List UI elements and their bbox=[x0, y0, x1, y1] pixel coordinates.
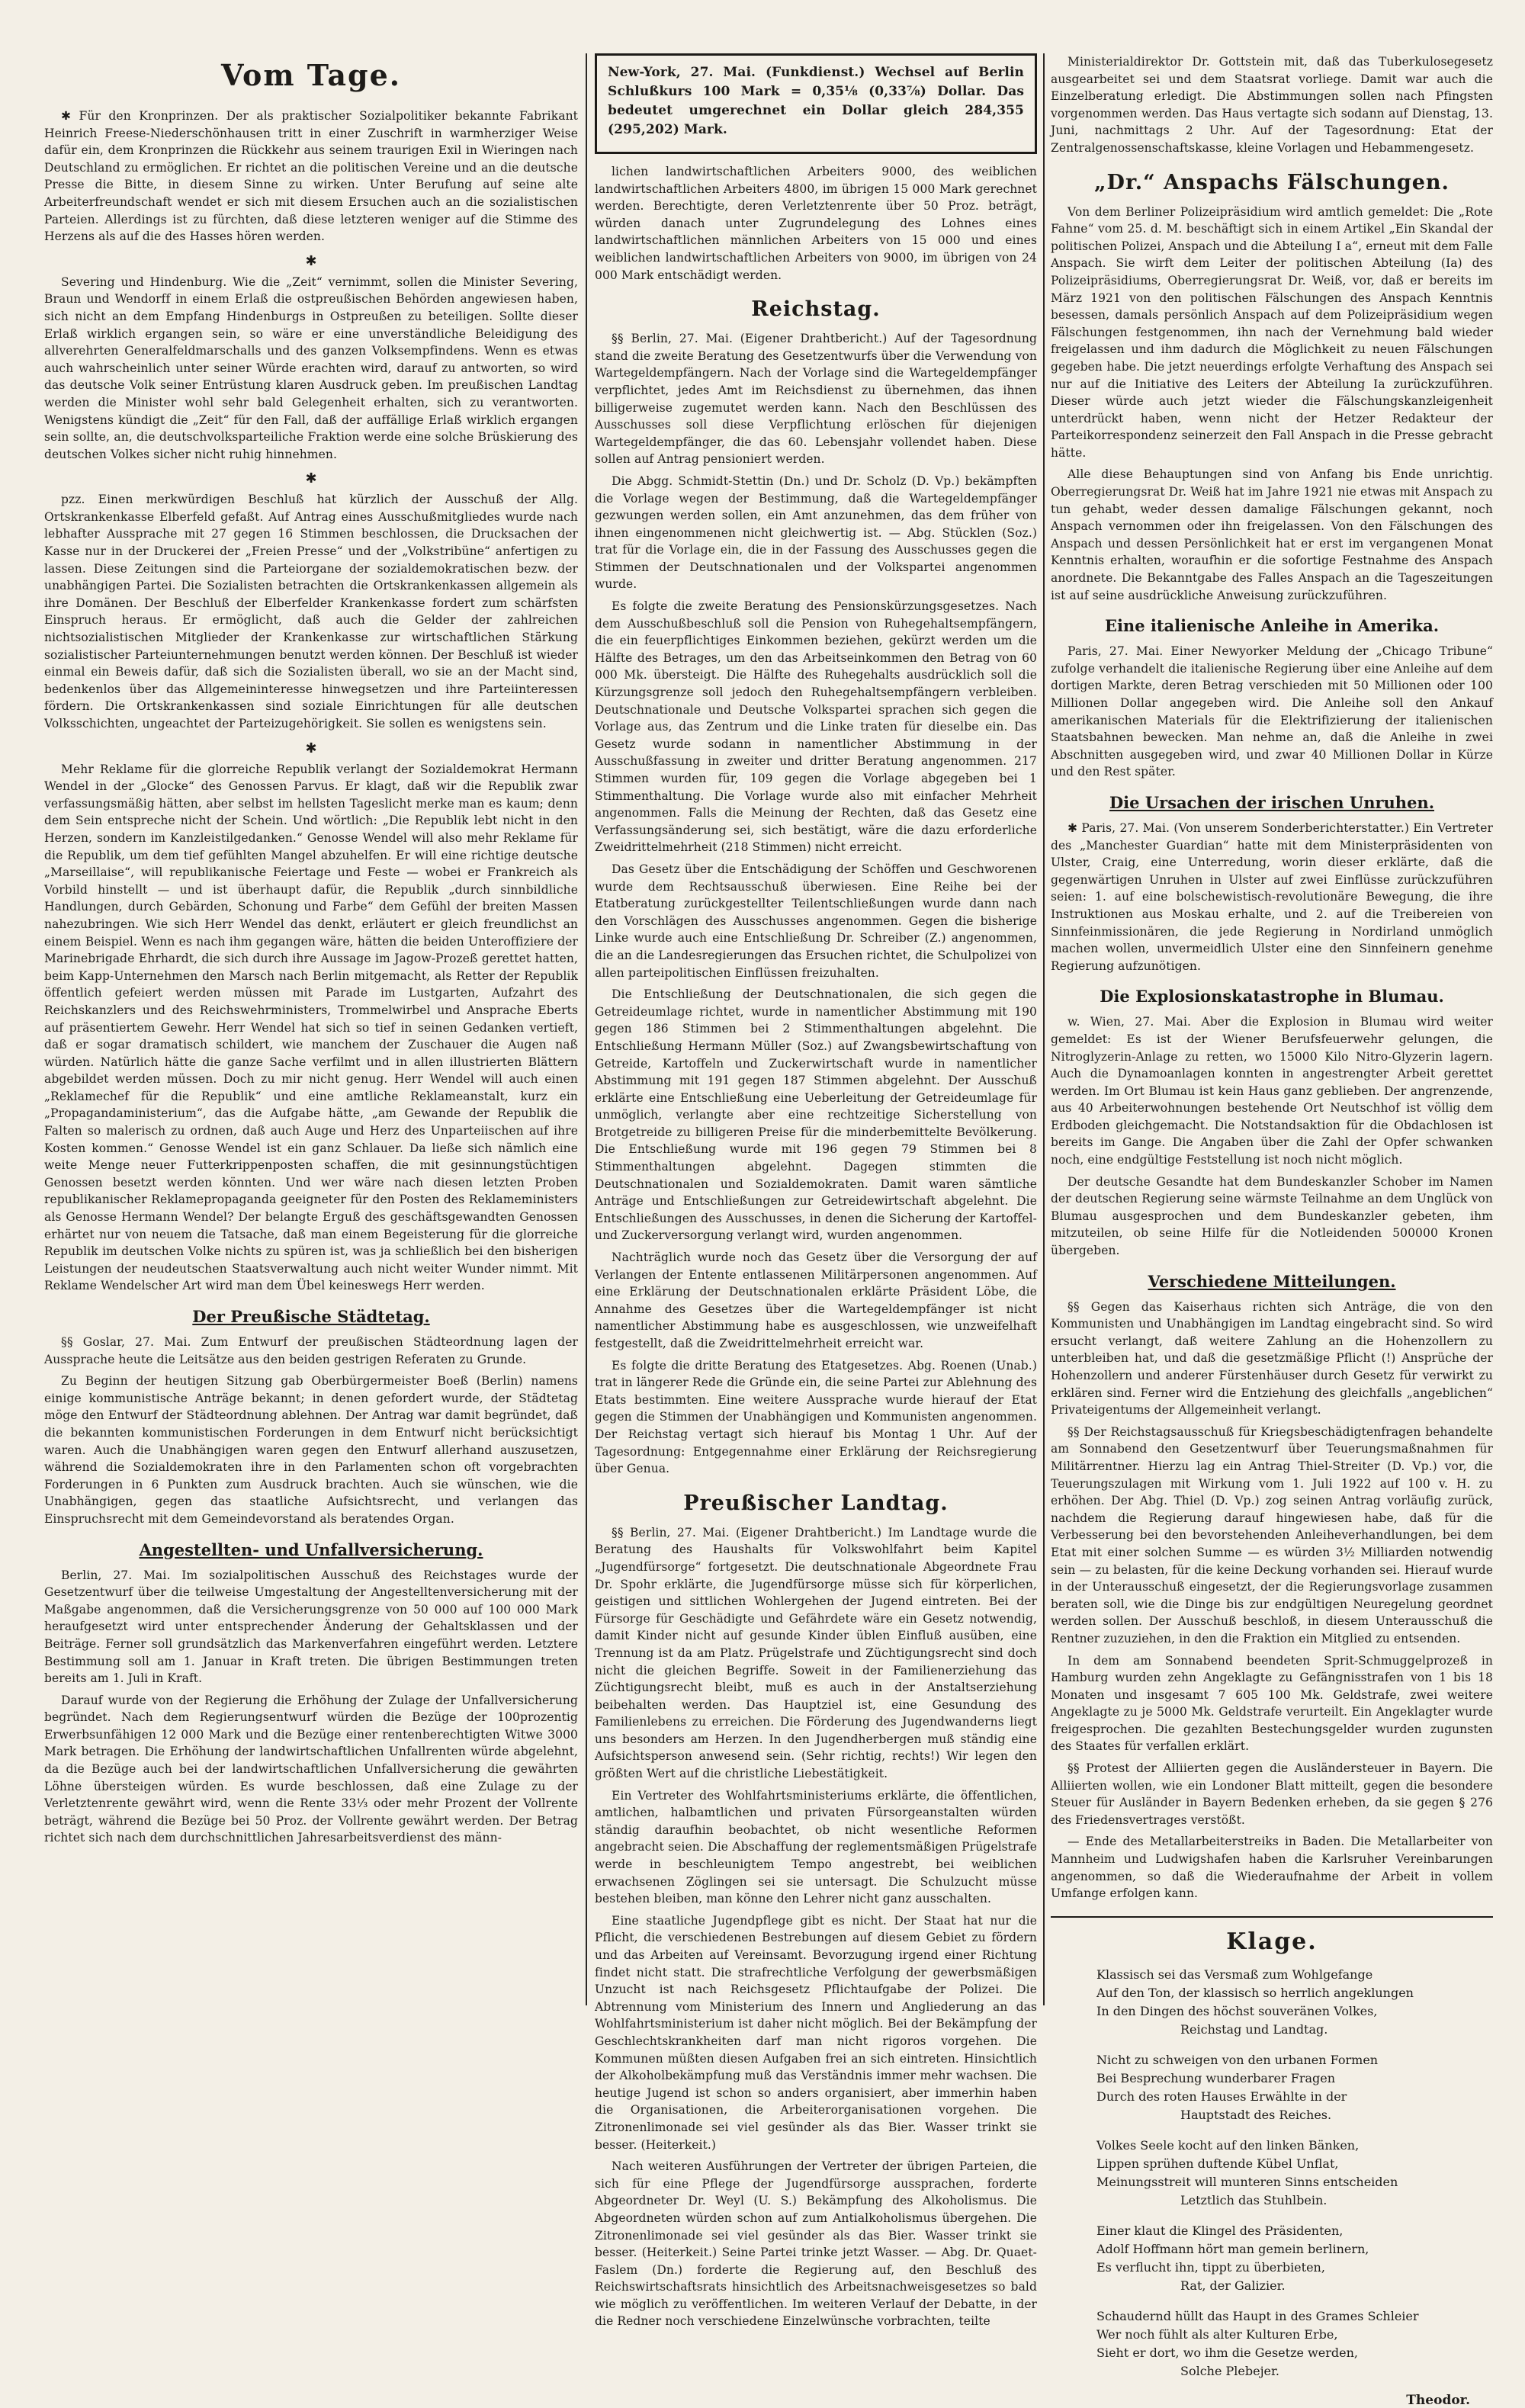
poem-line: Wer noch fühlt als alter Kulturen Erbe, bbox=[1096, 2326, 1338, 2342]
article-anspach-1: Von dem Berliner Polizeipräsidium wird amtlich gemeldet: Die „Rote Fahne“ vom 25. d. M. beschäftigt sich in einem Artikel „Ein Skandal der politischen Polizei, Anspach und die Abteilung I a“, erneut mit dem Falle Anspach. Sie wirft dem Leiter der politischen Abteilung (Ia) des Polizeipräsidiums, Oberregierungsrat Dr. Weiß, vor, daß er bereits im März 1921 von den politischen Fälschungen des Anspach Kenntnis besessen, damals persönlich Anspach auf dem Polizeipräsidium wegen Fälschungen festgenommen, ihn nach der Vernehmung bald wieder freigelassen und ihm dadurch die Möglichkeit zu neuen Fälschungen gegeben habe. Die jetzt neuerdings erfolgte Verhaftung des Anspach sei nur auf die Initiative des Leiters der Abteilung Ia zurückzuführen. Dieser würde auch jetzt wieder die Fälschungskanzleigenheit unterdrückt haben, wenn nicht der Hetzer Redakteur der Parteikorrespondenz seinerzeit den Fall Anspach in die Presse gebracht hätte. bbox=[1051, 204, 1493, 460]
poem-line: Meinungsstreit will munteren Sinns entscheiden bbox=[1096, 2174, 1398, 2189]
article-mitteilungen-4: §§ Protest der Alliierten gegen die Ausländersteuer in Bayern. Die Alliierten wollen, wie ein Londoner Blatt mitteilt, gegen die besondere Steuer für Ausländer in Bayern Bedenken erheben, da sie gegen § 276 des Friedensvertrages verstößt. bbox=[1051, 1761, 1493, 1827]
poem-stanza bbox=[1051, 1966, 1493, 2039]
poem-stanza bbox=[1051, 2307, 1493, 2381]
article-angestellten-1: Berlin, 27. Mai. Im sozialpolitischen Ausschuß des Reichstages wurde der Gesetzentwurf über die teilweise Umgestaltung der Angestelltenversicherung mit der Maßgabe angenommen, daß die Versicherungsgrenze von 50 000 auf 100 000 Mark heraufgesetzt wird unter entsprechender Änderung der Gehaltsklassen und der Beiträge. Ferner soll grundsätzlich das Markenverfahren eingeführt werden. Letztere Bestimmung soll am 1. Januar in Kraft treten. Die übrigen Bestimmungen treten bereits am 1. Juli in Kraft. bbox=[44, 1568, 578, 1686]
poem-line: Auf den Ton, der klassisch so herrlich angeklungen bbox=[1096, 1985, 1414, 2000]
asterisk-divider: ✱ bbox=[305, 252, 317, 269]
article-ortskrankenkasse: pzz. Einen merkwürdigen Beschluß hat kürzlich der Ausschuß der Allg. Ortskrankenkasse Elberfeld gefaßt. Auf Antrag eines Ausschußmitgliedes wurde nach lebhafter Aussprache mit 27 gegen 16 Stimmen beschlossen, die Drucksachen der Kasse nur in der Druckerei der „Freien Presse“ und der „Volkstribüne“ anfertigen zu lassen. Diese Zeitungen sind die Parteiorgane der sozialdemokratischen bezw. der unabhängigen Partei. Die Sozialisten betrachten die Ortskrankenkassen allgemein als ihre Domänen. Der Beschluß der Elberfelder Krankenkasse fordert zum schärfsten Einspruch heraus. Er ermöglicht, daß auch die Gelder der zahlreichen nichtsozialistischen Mitglieder der Krankenkasse zur wirtschaftlichen Stärkung sozialistischer Parteiunternehmungen benutzt werden können. Der Beschluß ist wieder einmal ein Beweis dafür, daß sich die Sozialisten überall, wo sie an der Macht sind, bedenkenlos über das Allgemeininteresse hinwegsetzen und ihre Parteiinteressen fördern. Die Ortskrankenkassen sind soziale Einrichtungen für alle deutschen Volksschichten, ungeachtet der Parteizugehörigkeit. Sie sollen es wenigstens sein. bbox=[44, 493, 578, 730]
poem-line: Nicht zu schweigen von den urbanen Formen bbox=[1096, 2052, 1379, 2067]
poem-separator bbox=[1051, 1916, 1493, 1918]
poem-line: Einer klaut die Klingel des Präsidenten, bbox=[1096, 2223, 1344, 2238]
poem-line: Lippen sprühen duftende Kübel Unflat, bbox=[1096, 2156, 1339, 2171]
poem-line: Durch des roten Hauses Erwählte in der bbox=[1096, 2089, 1347, 2104]
article-reichstag-7: Es folgte die dritte Beratung des Etatgesetzes. Abg. Roenen (Unab.) trat in längerer Rede die Gründe ein, die seine Partei zur Ablehnung des Etats bestimmten. Eine weitere Aussprache wurde hierauf der Etat gegen die Stimmen der Unabhängigen und Kommunisten angenommen. Der Reichstag vertagt sich hierauf bis Montag 1 Uhr. Auf der Tagesordnung: Entgegennahme einer Erklärung der Reichsregierung über Genua. bbox=[595, 1358, 1037, 1476]
article-anspach-2: Alle diese Behauptungen sind von Anfang bis Ende unrichtig. Oberregierungsrat Dr. Weiß hat im Jahre 1921 nie etwas mit Anspach zu tun gehabt, weder dessen damalige Fälschungen gekannt, noch Anspach vernommen oder ihn freigelassen. Von den Fälschungen des Anspach und dessen Persönlichkeit hat er erst im vergangenen Monat Kenntnis erhalten, woraufhin er die sofortige Festnahme des Anspach anordnete. Die Bekanntgabe des Falles Anspach an die Tageszeitungen ist auf seine ausdrückliche Anweisung zurückzuführen. bbox=[1051, 467, 1493, 602]
article-reichstag-5: Die Entschließung der Deutschnationalen, die sich gegen die Getreideumlage richtet, wurde in namentlicher Abstimmung mit 190 gegen 186 Stimmen bei 2 Stimmenthaltungen abgelehnt. Die Entschließung Hermann Müller (Soz.) auf Zwangsbewirtschaftung von Getreide, Kartoffeln und Zuckerwirtschaft wurde in namentlicher Abstimmung mit 191 gegen 187 Stimmen abgelehnt. Der Ausschuß erklärte eine Entschließung eine Ueberleitung der Getreideumlage für unmöglich, verlangte aber eine rechtzeitige Sicherstellung von Brotgetreide zu billigeren Preise für die minderbemittelte Bevölkerung. Die Entschließung wurde mit 196 gegen 79 Stimmen bei 8 Stimmenthaltungen abgelehnt. Dagegen stimmten die Deutschnationalen und Sozialdemokraten. Damit waren sämtliche Anträge und Entschließungen zur Getreidewirtschaft abgelehnt. Die Entschließungen des Ausschusses, in denen die Sicherung der Kartoffel- und Zuckerversorgung verlangt wird, wurden angenommen. bbox=[595, 987, 1037, 1243]
article-staedtetag-2: Zu Beginn der heutigen Sitzung gab Oberbürgermeister Boeß (Berlin) namens einige kommunistische Anträge bekannt; in denen gefordert wurde, der Städtetag möge den Entwurf der Städteordnung ablehnen. Der Antrag war damit begründet, daß die bekannten kommunistischen Forderungen in dem Entwurf nicht berücksichtigt waren. Auch die Unabhängigen waren gegen den Entwurf allerhand auszusetzen, während die Sozialdemokraten ihre in den Parlamenten schon oft vorgebrachten Forderungen in 6 Punkten zum Ausdruck brachten. Auch sie wünschen, wie die Unabhängigen, gegen das staatliche Aufsichtsrecht, und verlangen das Einspruchsrecht mit dem Gemeindevorstand als beratendes Organ. bbox=[44, 1374, 578, 1526]
poem-line: In den Dingen des höchst souveränen Volkes, bbox=[1096, 2003, 1378, 2018]
poem-stanza bbox=[1051, 2137, 1493, 2210]
article-landtag-3: Eine staatliche Jugendpflege gibt es nicht. Der Staat hat nur die Pflicht, die verschiedenen Bestrebungen auf diesem Gebiet zu fördern und das Arbeiten auf Vereinsamt. Bevorzugung irgend einer Richtung findet nicht statt. Die strafrechtliche Verfolgung der gewerbsmäßigen Unzucht ist nach Reichsgesetz Pflichtaufgabe der Polizei. Die Abtrennung vom Ministerium des Innern und Angliederung an das Wohlfahrtsministerium ist daher nicht möglich. Bei der Bekämpfung der Geschlechtskrankheiten darf man nicht rigoros vorgehen. Die Kommunen müßten diesen Aufgaben frei an sich eintreten. Hinsichtlich der Alkoholbekämpfung muß das Verständnis immer mehr wachsen. Die heutige Jugend ist schon so anders organisiert, aber immerhin haben die Organisationen, die Arbeiterorganisationen vorgehen. Die Zitronenlimonade sei viel gesünder als das Bier. Wasser trinkt sie besser. (Heiterkeit.) bbox=[595, 1913, 1037, 2152]
article-mitteilungen-5: — Ende des Metallarbeiterstreiks in Baden. Die Metallarbeiter von Mannheim und Ludwigshafen haben die Karlsruher Vereinbarungen angenommen, so daß die Wiederaufnahme der Arbeit in vollem Umfange erfolgen kann. bbox=[1051, 1835, 1493, 1901]
asterisk-divider: ✱ bbox=[305, 740, 317, 756]
headline-blumau: Die Explosionskatastrophe in Blumau. bbox=[1100, 987, 1444, 1007]
poem-line: Rat, der Galizier. bbox=[1180, 2278, 1286, 2293]
poem-line: Es verflucht ihn, tippt zu überbieten, bbox=[1096, 2259, 1325, 2275]
poem-line: Bei Besprechung wunderbarer Fragen bbox=[1096, 2070, 1336, 2085]
poem-line: Sieht er dort, wo ihm die Gesetze werden, bbox=[1096, 2345, 1358, 2360]
poem-line: Klassisch sei das Versmaß zum Wohlgefange bbox=[1096, 1967, 1373, 1982]
article-blumau-2: Der deutsche Gesandte hat dem Bundeskanzler Schober im Namen der deutschen Regierung seine wärmste Teilnahme an dem Unglück von Blumau ausgesprochen und dem Bundeskanzler gebeten, ihm mitzuteilen, ob seine Hilfe für die Notleidenden 500000 Kronen übergeben. bbox=[1051, 1174, 1493, 1258]
poem-signature: Theodor. bbox=[1406, 2392, 1470, 2408]
exchange-rate-text: New-York, 27. Mai. (Funkdienst.) Wechsel auf Berlin Schlußkurs 100 Mark = 0,35⅛ (0,33⅞) Dollar. Das bedeutet umgerechnet ein Dollar gleich 284,355 (295,202) Mark. bbox=[608, 65, 1024, 137]
column-rule-left bbox=[586, 53, 587, 2005]
article-reichstag-1: §§ Berlin, 27. Mai. (Eigener Drahtbericht.) Auf der Tagesordnung stand die zweite Beratung des Gesetzentwurfs über die Verwendung von Wartegeldempfängern. Nach der Vorlage sind die Wartegeldempfänger verpflichtet, jedes Amt im Reichsdienst zu übernehmen, das ihnen billigerweise zugemutet werden kann. Nach den Beschlüssen des Ausschusses soll diese Verpflichtung erlöschen für diejenigen Wartegeldempfänger, die das 60. Lebensjahr vollendet haben. Diese sollen auf Antrag pensioniert werden. bbox=[595, 332, 1037, 467]
poem-stanza bbox=[1051, 2222, 1493, 2295]
article-blumau-1: w. Wien, 27. Mai. Aber die Explosion in Blumau wird weiter gemeldet: Es ist der Wiener Berufsfeuerwehr gelungen, die Nitroglyzerin-Anlage zu retten, wo 15000 Kilo Nitro-Glyzerin lagern. Auch die Dynamoanlagen konnten in angestrengter Arbeit gerettet werden. Im Ort Blumau ist kein Haus ganz geblieben. Der angrenzende, aus 40 Arbeiterwohnungen bestehende Ort Neutschhof ist völlig dem Erdboden gleichgemacht. Die Notstandsaktion für die Obdachlosen ist bereits im Gange. Die Angaben über die Zahl der Opfer schwanken noch, eine endgültige Feststellung ist noch nicht möglich. bbox=[1051, 1015, 1493, 1167]
poem-klage bbox=[1051, 1928, 1493, 2408]
headline-angestelltenversicherung: Angestellten- und Unfallversicherung. bbox=[139, 1540, 483, 1559]
article-mitteilungen-1: §§ Gegen das Kaiserhaus richten sich Anträge, die von den Kommunisten und Unabhängigen im Landtag eingebracht sind. So wird ersucht verlangt, daß weitere Zahlung an die Hohenzollern zu unterbleiben hat, und daß die gesetzmäßige Pflicht (!) Ansprüche der Hohenzollern und anderer Fürstenhäuser durch Gesetz für verwirkt zu erklären sind. Ferner wird die Entziehung des gleichfalls „angeblichen“ Privateigentums der Allgemeinheit verlangt. bbox=[1051, 1299, 1493, 1418]
headline-anspach: „Dr.“ Anspachs Fälschungen. bbox=[1094, 170, 1450, 194]
article-reichstag-4: Das Gesetz über die Entschädigung der Schöffen und Geschworenen wurde dem Rechtsausschuß überwiesen. Eine Reihe bei der Etatberatung zurückgestellter Teilentschließungen wurde dann nach den Vorschlägen des Ausschusses angenommen. Gegen die bisherige Linke wurde auch eine Entschließung Dr. Schreiber (Z.) angenommen, die an die Landesregierungen das Ersuchen richtet, die Schulpolizei von allen parteipolitischen Einflüssen freizuhalten. bbox=[595, 862, 1037, 980]
headline-anleihe: Eine italienische Anleihe in Amerika. bbox=[1104, 616, 1440, 636]
poem-line: Reichstag und Landtag. bbox=[1180, 2021, 1328, 2037]
poem-line: Volkes Seele kocht auf den linken Bänken, bbox=[1096, 2137, 1360, 2153]
article-anleihe: Paris, 27. Mai. Einer Newyorker Meldung der „Chicago Tribune“ zufolge verhandelt die italienische Regierung über eine Anleihe auf dem dortigen Markte, deren Betrag verschieden mit 50 Millionen oder 100 Millionen Dollar angegeben wird. Die Anleihe soll den Ankauf amerikanischen Materials für die Elektrifizierung der italienischen Staatsbahnen bewecken. Man nehme an, daß die Anleihe in zwei Abschnitten ausgegeben wird, und zwar 40 Millionen Dollar in Kürze und den Rest später. bbox=[1051, 644, 1493, 779]
article-reklame-republik: Mehr Reklame für die glorreiche Republik verlangt der Sozialdemokrat Hermann Wendel in der „Glocke“ des Genossen Parvus. Er klagt, daß wir die Republik zwar verfassungsmäßig hätten, aber selbst im hellsten Tageslicht merke man es kaum; denn dem Sein entspreche nicht der Schein. Und wörtlich: „Die Republik lebt nicht in den Herzen, sondern im Kanzleistilgedanken.“ Genosse Wendel will also mehr Reklame für die Republik, um dem tief gefühlten Mangel abzuhelfen. Er will eine richtige deutsche „Marseillaise“, will republikanische Feiertage und Feste — wobei er Frankreich als Vorbild hinstellt — und ist überhaupt dafür, die Republik „durch sinnbildliche Handlungen, durch Gebärden, Schonung und Farbe“ dem Gefühl der breiten Massen nahezubringen. Wie sich Herr Wendel das denkt, erläutert er gleich freundlichst an einem Beispiel. Wenn es nach ihm gegangen wäre, hätten die beiden Unteroffiziere der Marinebrigade Ehrhardt, die sich durch ihre Aussage im Jagow-Prozeß gerettet hatten, beim Kapp-Unternehmen den Marsch nach Berlin mitgemacht, als Retter der Republik öffentlich gefeiert werden müssen mit Parade im Lustgarten, Aufzahrt des Reichskanzlers und des Reichswehrministers, Trommelwirbel und Ansprache Eberts auf präsentiertem Gewehr. Herr Wendel hat sich so tief in seinen Gedanken vertieft, daß er sogar dramatisch schildert, wie manchem der Zuschauer die Augen naß würden. Natürlich hätte die ganze Sache verfilmt und in allen illustrierten Blättern abgebildet werden müssen. Doch zu mir nicht genug. Herr Wendel will auch einen „Reklamechef für die Republik“ und eine amtliche Reklameanstalt, kurz ein „Propagandaministerium“, das die Aufgabe hätte, „am Gewande der Republik die Falten so malerisch zu ordnen, daß auch Auge und Herz des Unparteiischen auf ihre Kosten kommen.“ Genosse Wendel ist ein ganz Schlauer. Da ließe sich nämlich eine weite Menge neuer Futterkrippenposten schaffen, die mit gesinnungstüchtigen Genossen besetzt werden könnten. Und wer wäre nach diesen letzten Proben republikanischer Reklamepropaganda geeigneter für den Posten des Reklameministers als Genosse Hermann Wendel? Der belangte Erguß des geschäftsgewandten Genossen erhärtet nur von neuem die Tatsache, daß man einem Begeisterung für die glorreiche Republik im deutschen Volke nichts zu spüren ist, was ja schließlich bei den bisherigen Leistungen der neudeutschen Staatsverwaltung auch nicht weiter Wunder nimmt. Mit Reklame Wendelscher Art wird man dem Übel keineswegs Herr werden. bbox=[44, 762, 578, 1293]
headline-reichstag: Reichstag. bbox=[751, 297, 881, 322]
article-landtag-2: Ein Vertreter des Wohlfahrtsministeriums erklärte, die öffentlichen, amtlichen, halbamtlichen und privaten Fürsorgeanstalten würden ständig daraufhin beobachtet, ob nicht wesentliche Reformen angebracht seien. Die Abschaffung der reglementsmäßigen Prügelstrafe werde in beschleunigtem Tempo angestrebt, bei weiblichen erwachsenen Zöglingen sei sie untersagt. Die Schulzucht müsse bestehen bleiben, man könne den Lehrer nicht ganz ausschalten. bbox=[595, 1788, 1037, 1906]
column-3 bbox=[1051, 53, 1493, 2408]
article-landtag-4: Nach weiteren Ausführungen der Vertreter der übrigen Parteien, die sich für eine Pflege der Jugendfürsorge aussprachen, forderte Abgeordneter Dr. Weyl (U. S.) Bekämpfung des Alkoholismus. Die Abgeordneten würden schon auf zum Antialkoholismus übergehen. Die Zitronenlimonade sei viel gesünder als das Bier. Wasser trinkt sie besser. (Heiterkeit.) Seine Partei trinke jetzt Wasser. — Abg. Dr. Quaet-Faslem (Dn.) forderte die Regierung auf, den Beschluß des Reichswirtschaftsrats hinsichtlich des Arbeitsnachweisgesetzes so bald wie möglich zu veröffentlichen. Im weiteren Verlauf der Debatte, in der die Redner noch verschiedene Einzelwünsche vorbrachten, teilte bbox=[595, 2159, 1037, 2329]
article-reichstag-2: Die Abgg. Schmidt-Stettin (Dn.) und Dr. Scholz (D. Vp.) bekämpften die Vorlage wegen der Bestimmung, daß die Wartegeldempfänger gezwungen werden sollen, ein Amt anzunehmen, das dem früher von ihnen eingenommenen nicht gleichwertig ist. — Abg. Stücklen (Soz.) trat für die Vorlage ein, die in der Fassung des Ausschusses gegen die Stimmen der Deutschnationalen und der Volkspartei angenommen wurde. bbox=[595, 474, 1037, 592]
article-landtag-1: §§ Berlin, 27. Mai. (Eigener Drahtbericht.) Im Landtage wurde die Beratung des Haushalts für Volkswohlfahrt beim Kapitel „Jugendfürsorge“ fortgesetzt. Die deutschnationale Abgeordnete Frau Dr. Spohr erklärte, die Jugendfürsorge müsse sich für körperlichen, geistigen und sittlichen Wohlergehen der Jugend eintreten. Bei der Fürsorge für Geschädigte und Gefährdete wäre ein Gesetz notwendig, damit Kinder nicht auf gesunde Kinder üblen Einfluß ausüben, eine Trennung ist da am Platz. Prügelstrafe und Züchtigungsrecht sind doch nicht die gleichen Begriffe. Soweit in der Familienerziehung das Züchtigungsrecht bleibt, muß es auch in der Anstaltserziehung beibehalten werden. Das Hauptziel ist, eine Gesundung des Familienlebens zu erreichen. Die Förderung des Jugendwanderns liegt uns besonders am Herzen. In den Jugendherbergen muß ständig eine Aufsichtsperson anwesend sein. (Sehr richtig, rechts!) Wir legen den größten Wert auf die christliche Liebestätigkeit. bbox=[595, 1525, 1037, 1781]
article-angestellten-2: Darauf wurde von der Regierung die Erhöhung der Zulage der Unfallversicherung begründet. Nach dem Regierungsentwurf würden die Bezüge der 100prozentig Erwerbsunfähigen 12 000 Mark und die Bezüge einer rentenberechtigten Witwe 3000 Mark betragen. Die Erhöhung der landwirtschaftlichen Unfallrenten würde abgelehnt, da die Bezüge auch bei der landwirtschaftlichen Unfallversicherung die gewährten Löhne übersteigen würden. Es wurde beschlossen, daß eine Zulage zu der Verletztenrente gewährt wird, wenn die Rente 33⅓ oder mehr Prozent der Vollrente beträgt, während die Bezüge bei 50 Proz. der Vollrente gewährt werden. Der Betrag richtet sich nach dem durchschnittlichen Jahresarbeitsverdienst des männ- bbox=[44, 1693, 578, 1845]
exchange-rate-box bbox=[595, 53, 1037, 154]
headline-landtag: Preußischer Landtag. bbox=[683, 1491, 949, 1515]
article-staedtetag-1: §§ Goslar, 27. Mai. Zum Entwurf der preußischen Städteordnung lagen der Aussprache heute die Leitsätze aus den beiden gestrigen Referaten zu Grunde. bbox=[44, 1335, 578, 1366]
poem-line: Schaudernd hüllt das Haupt in des Grames Schleier bbox=[1096, 2308, 1419, 2323]
article-irische-unruhen: ✱ Paris, 27. Mai. (Von unserem Sonderberichterstatter.) Ein Vertreter des „Manchester Guardian“ hatte mit dem Ministerpräsidenten von Ulster, Craig, eine Unterredung, worin dieser erklärte, daß die gegenwärtigen Unruhen in Ulster auf zwei Einflüsse zurückzuführen seien: 1. auf eine bolschewistisch-revolutionäre Bewegung, die ihre Instruktionen aus Moskau erhalte, und 2. auf die Treibereien von Sinnfeinmissionären, die jede Regierung in Nordirland unmöglich machen wollen, unvermeidlich Ulster eine den Sinnfeinern genehme Regierung aufzunötigen. bbox=[1051, 820, 1493, 973]
article-reichstag-6: Nachträglich wurde noch das Gesetz über die Versorgung der auf Verlangen der Entente entlassenen Militärpersonen angenommen. Auf eine Erklärung der Deutschnationalen erklärte Präsident Löbe, die Annahme des Gesetzes über die Wartegeldempfänger ist nicht namentlicher Abstimmung habe es ausgeschlossen, wie unzweifelhaft festgestellt, daß die Zweidrittelmehrheit erreicht war. bbox=[595, 1251, 1037, 1350]
column-1 bbox=[44, 53, 578, 1851]
article-severing-hindenburg: Severing und Hindenburg. Wie die „Zeit“ vernimmt, sollen die Minister Severing, Braun und Wendorff in einem Erlaß die ostpreußischen Behörden angewiesen haben, sich nicht an dem Empfang Hindenburgs in Ostpreußen zu beteiligen. Sollte dieser Erlaß wirklich ergangen sein, so wäre er eine unverständliche Beleidigung des allverehrten Generalfeldmarschalls und des ganzen Volksempfindens. Wenn es etwas auch wahrscheinlich unter seiner Würde erachten wird, darauf zu antworten, so wird das deutsche Volk seiner Entrüstung klaren Ausdruck geben. Im preußischen Landtag werden die Minister wohl sehr bald Gelegenheit erhalten, sich zu verantworten. Wenigstens kündigt die „Zeit“ für den Fall, daß der auffällige Erlaß wirklich ergangen sein sollte, an, die deutschvolksparteiliche Fraktion werde eine solche Brüskierung des deutschen Volkes sicher nicht ruhig hinnehmen. bbox=[44, 275, 578, 461]
poem-line: Solche Plebejer. bbox=[1180, 2363, 1279, 2378]
headline-mitteilungen: Verschiedene Mitteilungen. bbox=[1148, 1271, 1396, 1291]
headline-staedtetag: Der Preußische Städtetag. bbox=[192, 1307, 430, 1326]
article-kronprinz: ✱ Für den Kronprinzen. Der als praktischer Sozialpolitiker bekannte Fabrikant Heinrich Freese-Niederschönhausen tritt in einer Zuschrift in warmherziger Weise dafür ein, dem Kronprinzen die Rückkehr aus seinem traurigen Exil in Wieringen nach Deutschland zu ermöglichen. Er richtet an die politischen Vereine und an die deutsche Presse die Bitte, in diesem Sinne zu wirken. Unter Berufung auf seine alte Arbeiterfreundschaft wendet er sich mit diesem Ersuchen auch an die sozialistischen Parteien. Allerdings ist zu fürchten, daß diese letzteren weniger auf die Stimme des Herzens als auf die des Hasses hören werden. bbox=[44, 109, 578, 244]
article-mitteilungen-2: §§ Der Reichstagsausschuß für Kriegsbeschädigtenfragen behandelte am Sonnabend den Gesetzentwurf über Teuerungsmaßnahmen für Militärrentner. Hierzu lag ein Antrag Thiel-Streiter (D. Vp.) vor, die Teuerungszulagen mit Wirkung vom 1. Juli 1922 auf 100 v. H. zu erhöhen. Der Abg. Thiel (D. Vp.) zog seinen Antrag vorläufig zurück, nachdem die Regierung darauf hingewiesen habe, daß für die Verbesserung bei den bevorstehenden Anleiheverhandlungen, bei dem Etat mit einer solchen Summe — es würden 3½ Milliarden notwendig sein — zu belasten, für die keine Deckung vorhanden sei. Hierauf wurde in der Unterausschuß eingesetzt, der die Regierungsvorlage zusammen beraten soll, wie die Dinge bis zur endgültigen Neuregelung geordnet werden sollen. Der Ausschuß beschloß, in diesem Unterausschuß die Rentner zuzuziehen, in den die Fraktion ein Mitglied zu entsenden. bbox=[1051, 1424, 1493, 1645]
poem-stanza bbox=[1051, 2051, 1493, 2124]
article-landtag-continued: Ministerialdirektor Dr. Gottstein mit, daß das Tuberkulosegesetz ausgearbeitet sei und dem Staatsrat vorliege. Damit war auch die Einzelberatung erledigt. Die Abstimmungen sollen nach Pfingsten vorgenommen werden. Das Haus vertagte sich sodann auf Dienstag, 13. Juni, nachmittags 2 Uhr. Auf der Tagesordnung: Etat der Zentralgenossenschaftskasse, kleine Vorlagen und Hebammengesetz. bbox=[1051, 55, 1493, 155]
article-unfall-continued: lichen landwirtschaftlichen Arbeiters 9000, des weiblichen landwirtschaftlichen Arbeiters 4800, im übrigen 15 000 Mark gerechnet werden. Berechtigte, deren Verletztenrente über 50 Proz. beträgt, würden danach unter Zugrundelegung des Lohnes eines landwirtschaftlichen männlichen Arbeiters von 15 000 und eines weiblichen landwirtschaftlichen Arbeiters von 9000, im übrigen von 24 000 Mark entschädigt werden. bbox=[595, 165, 1037, 282]
poem-title: Klage. bbox=[1226, 1928, 1318, 1955]
poem-line: Letztlich das Stuhlbein. bbox=[1180, 2192, 1328, 2207]
section-title-vom-tage: Vom Tage. bbox=[220, 58, 402, 92]
column-2 bbox=[595, 53, 1037, 2335]
poem-line: Hauptstadt des Reiches. bbox=[1180, 2107, 1332, 2122]
poem-line: Adolf Hoffmann hört man gemein berlinern, bbox=[1096, 2241, 1369, 2256]
column-rule-right bbox=[1043, 53, 1045, 2005]
article-mitteilungen-3: In dem am Sonnabend beendeten Sprit-Schmuggelprozeß in Hamburg wurden zehn Angeklagte zu Gefängnisstrafen von 1 bis 18 Monaten und insgesamt 7 605 100 Mk. Geldstrafe, zwei weitere Angeklagte zu je 5000 Mk. Geldstrafe verurteilt. Ein Angeklagter wurde freigesprochen. Die gezahlten Bestechungsgelder wurden zugunsten des Staates für verfallen erklärt. bbox=[1051, 1653, 1493, 1754]
article-reichstag-3: Es folgte die zweite Beratung des Pensionskürzungsgesetzes. Nach dem Ausschußbeschluß soll die Pension von Ruhegehaltsempfängern, die ein feuerpflichtiges Einkommen beziehen, gekürzt werden um die Hälfte des Betrages, um den das Arbeitseinkommen den Betrag von 60 000 Mk. übersteigt. Die Hälfte des Ruhegehalts ausdrücklich soll die Kürzungsgrenze soll jedoch den Ruhegehaltsempfängern verbleiben. Deutschnationale und Deutsche Volkspartei sprachen sich gegen die Vorlage aus, das Zentrum und die Linke traten für dieselbe ein. Das Gesetz wurde sodann in namentlicher Abstimmung in der Ausschußfassung in zweiter und dritter Beratung angenommen. 217 Stimmen wurden für, 109 gegen die Vorlage abgegeben bei 1 Stimmenthaltung. Die Vorlage wurde also mit einfacher Mehrheit angenommen. Falls die Meinung der Rechten, daß das Gesetz eine Verfassungsänderung sei, sich bestätigt, wäre die dazu erforderliche Zweidrittelmehrheit (218 Stimmen) nicht erreicht. bbox=[595, 599, 1037, 855]
headline-irische-unruhen: Die Ursachen der irischen Unruhen. bbox=[1109, 792, 1435, 812]
asterisk-divider: ✱ bbox=[305, 470, 317, 487]
